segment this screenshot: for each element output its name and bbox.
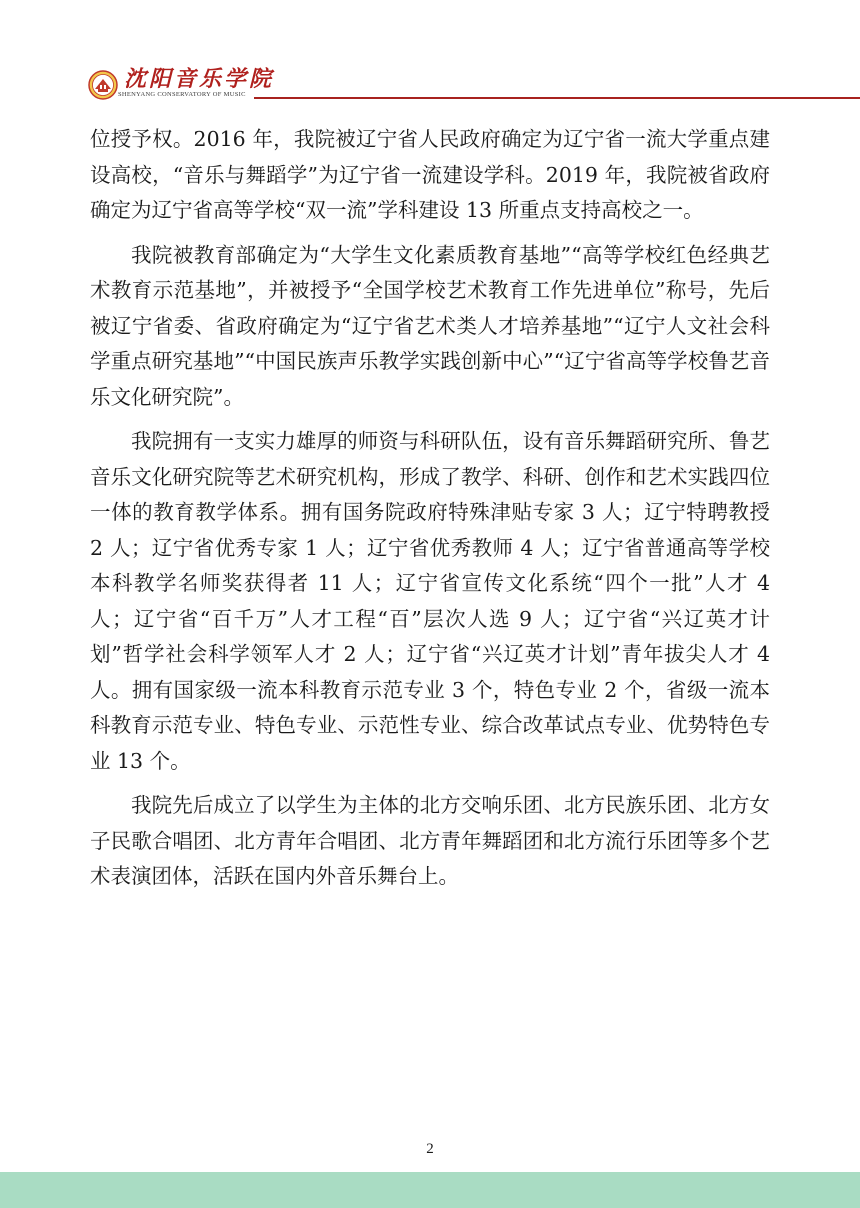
paragraph-2: 我院被教育部确定为“大学生文化素质教育基地”“高等学校红色经典艺术教育示范基地”，并被授予“全国学校艺术教育工作先进单位”称号，先后被辽宁省委、省政府确定为“辽宁省艺术类人才培养基地”“辽宁人文社会科学重点研究基地”“中国民族声乐教学实践创新中心”“辽宁省高等学校鲁艺音乐文化研究院”。 bbox=[90, 242, 770, 409]
paragraph-1: 位授予权。2016 年，我院被辽宁省人民政府确定为辽宁省一流大学重点建设高校，“音乐与舞蹈学”为辽宁省一流建设学科。2019 年，我院被省政府确定为辽宁省高等学校“双一流”学科建设 13 所重点支持高校之一。 bbox=[90, 127, 770, 222]
header-divider bbox=[254, 97, 860, 99]
paragraph-3: 我院拥有一支实力雄厚的师资与科研队伍，设有音乐舞蹈研究所、鲁艺音乐文化研究院等艺术研究机构，形成了教学、科研、创作和艺术实践四位一体的教育教学体系。拥有国务院政府特殊津贴专家 3 人；辽宁特聘教授 2 人；辽宁省优秀专家 1 人；辽宁省优秀教师 4 人；辽宁省普通高等学校本科教学名师奖获得者 11 人；辽宁省宣传文化系统“四个一批”人才 4 人；辽宁省“百千万”人才工程“百”层次人选 9 人；辽宁省“兴辽英才计划”哲学社会科学领军人才 2 人；辽宁省“兴辽英才计划”青年拔尖人才 4 人。拥有国家级一流本科教育示范专业 3 个，特色专业 2 个，省级一流本科教育示范专业、特色专业、示范性专业、综合改革试点专业、优势特色专业 13 个。 bbox=[90, 429, 770, 773]
page-number: 2 bbox=[426, 1141, 434, 1157]
logo-title: 沈阳音乐学院 bbox=[124, 66, 275, 92]
document-body bbox=[90, 122, 770, 904]
paragraph-4: 我院先后成立了以学生为主体的北方交响乐团、北方民族乐团、北方女子民歌合唱团、北方青年合唱团、北方青年舞蹈团和北方流行乐团等多个艺术表演团体，活跃在国内外音乐舞台上。 bbox=[90, 793, 770, 888]
conservatory-emblem-icon bbox=[88, 70, 118, 100]
logo-subtitle: SHENYANG CONSERVATORY OF MUSIC bbox=[118, 91, 246, 98]
footer-band bbox=[0, 1172, 860, 1208]
